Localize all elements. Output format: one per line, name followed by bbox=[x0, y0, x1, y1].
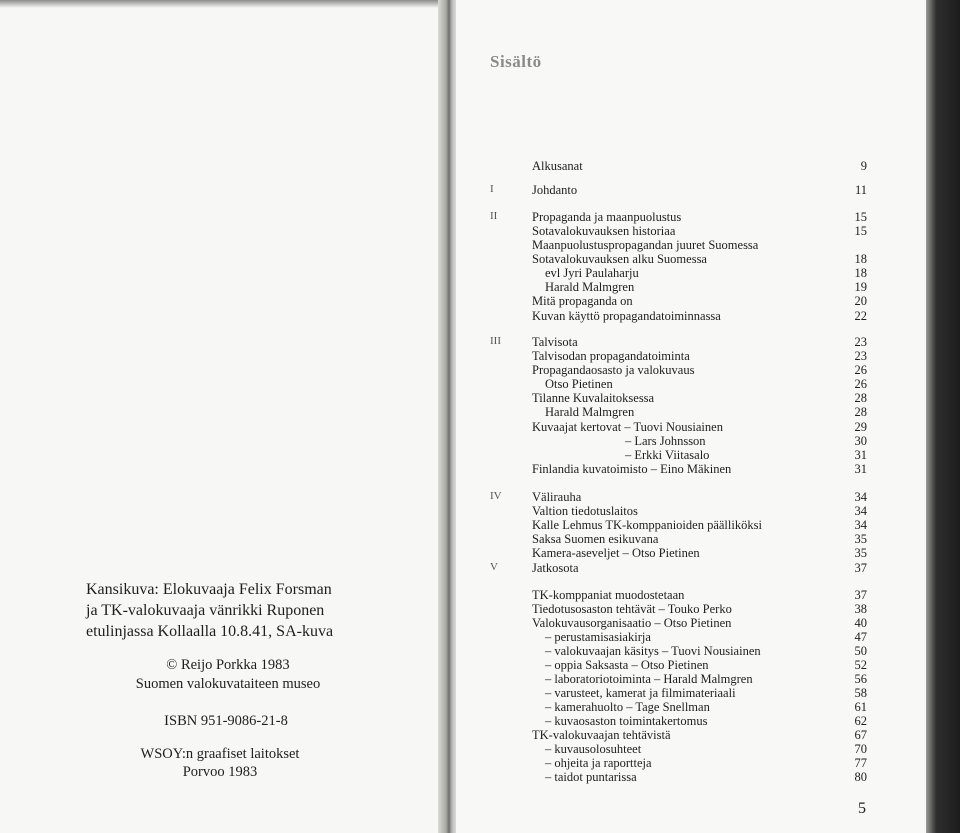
toc-entry-title: Kamera-aseveljet – Otso Pietinen bbox=[532, 546, 700, 560]
toc-entry-page: 35 bbox=[854, 532, 867, 546]
toc-entry-page: 56 bbox=[854, 672, 867, 686]
toc-entry-title: – Lars Johnsson bbox=[625, 434, 706, 448]
toc-entry-page: 67 bbox=[854, 728, 867, 742]
cover-caption-line: etulinjassa Kollaalla 10.8.41, SA-kuva bbox=[86, 623, 334, 640]
toc-entry-page: 37 bbox=[854, 588, 867, 602]
toc-entry-page: 23 bbox=[854, 335, 867, 349]
toc-entry-title: – laboratoriotoiminta – Harald Malmgren bbox=[545, 672, 753, 686]
toc-entry-title: Tiedotusosaston tehtävät – Touko Perko bbox=[532, 602, 732, 616]
toc-entry-title: TK-komppaniat muodostetaan bbox=[532, 588, 685, 602]
toc-entry-title: Harald Malmgren bbox=[545, 280, 635, 294]
toc-entry-title: – kuvausolosuhteet bbox=[545, 742, 642, 756]
copyright-publisher: Suomen valokuvataiteen museo bbox=[135, 676, 321, 692]
toc-heading: Sisältö bbox=[490, 52, 542, 71]
toc-entry-page: 35 bbox=[854, 546, 867, 560]
toc-entry-title: Sotavalokuvauksen historiaa bbox=[532, 224, 676, 238]
toc-entry-page: 18 bbox=[854, 252, 867, 266]
printer-place-year: Porvoo 1983 bbox=[182, 764, 258, 780]
toc-entry-title: Talvisodan propagandatoiminta bbox=[532, 349, 690, 363]
toc-entry-page: 80 bbox=[854, 770, 867, 784]
toc-entry-page: 34 bbox=[854, 504, 867, 518]
toc-entry-title: Alkusanat bbox=[532, 159, 583, 173]
isbn: ISBN 951-9086-21-8 bbox=[164, 713, 288, 729]
toc-entry-title: – valokuvaajan käsitys – Tuovi Nousiainen bbox=[545, 644, 761, 658]
toc-entry-title: Sotavalokuvauksen alku Suomessa bbox=[532, 252, 707, 266]
toc-entry-title: – ohjeita ja raportteja bbox=[545, 756, 652, 770]
toc-entry-page: 70 bbox=[854, 742, 867, 756]
toc-entry-page: 37 bbox=[854, 561, 867, 575]
book-spine bbox=[438, 0, 458, 833]
toc-entry-title: Propagandaosasto ja valokuvaus bbox=[532, 363, 695, 377]
toc-entry-title: Kuvan käyttö propagandatoiminnassa bbox=[532, 309, 721, 323]
part-numeral: V bbox=[490, 561, 498, 573]
toc-entry-page: 30 bbox=[854, 434, 867, 448]
toc-entry-title: Talvisota bbox=[532, 335, 578, 349]
toc-entry-title: Maanpuolustuspropagandan juuret Suomessa bbox=[532, 238, 759, 252]
toc-entry-page: 61 bbox=[854, 700, 867, 714]
toc-entry-page: 18 bbox=[854, 266, 867, 280]
toc-entry-title: evl Jyri Paulaharju bbox=[545, 266, 639, 280]
toc-entry-title: Mitä propaganda on bbox=[532, 294, 633, 308]
toc-entry-page: 38 bbox=[854, 602, 867, 616]
right-edge-shadow bbox=[926, 0, 960, 833]
toc-entry-page: 31 bbox=[854, 462, 867, 476]
toc-entry-page: 62 bbox=[854, 714, 867, 728]
copyright-notice bbox=[8, 656, 448, 694]
toc-entry-page: 15 bbox=[854, 224, 867, 238]
toc-entry-title: Propaganda ja maanpuolustus bbox=[532, 210, 682, 224]
toc-entry-page: 28 bbox=[854, 405, 867, 419]
toc-entry-page: 29 bbox=[854, 420, 867, 434]
toc-entry-title: Kalle Lehmus TK-komppanioiden päälliköksi bbox=[532, 518, 762, 532]
toc-entry-title: – oppia Saksasta – Otso Pietinen bbox=[545, 658, 709, 672]
part-numeral: II bbox=[490, 210, 498, 222]
toc-entry-page: 31 bbox=[854, 448, 867, 462]
toc-entry-title: Tilanne Kuvalaitoksessa bbox=[532, 391, 655, 405]
cover-caption bbox=[86, 579, 386, 642]
cover-caption-line: ja TK-valokuvaaja vänrikki Ruponen bbox=[86, 602, 325, 619]
toc-entry-page: 58 bbox=[854, 686, 867, 700]
cover-caption-line: Kansikuva: Elokuvaaja Felix Forsman bbox=[86, 581, 332, 598]
left-page bbox=[0, 6, 440, 833]
toc-entry-title: – taidot puntarissa bbox=[545, 770, 637, 784]
toc-entry-page: 26 bbox=[854, 377, 867, 391]
toc-entry-page: 26 bbox=[854, 363, 867, 377]
toc-entry-title: Jatkosota bbox=[532, 561, 579, 575]
toc-entry-page: 9 bbox=[860, 159, 867, 173]
toc-entry-page: 28 bbox=[854, 391, 867, 405]
toc-entry-title: Saksa Suomen esikuvana bbox=[532, 532, 659, 546]
toc-entry-title: Johdanto bbox=[532, 183, 578, 197]
toc-entry-title: Harald Malmgren bbox=[545, 405, 635, 419]
toc-entry-page: 77 bbox=[854, 756, 867, 770]
printer-name: WSOY:n graafiset laitokset bbox=[140, 746, 300, 762]
toc-entry-title: Valokuvausorganisaatio – Otso Pietinen bbox=[532, 616, 732, 630]
toc-entry-page: 11 bbox=[854, 183, 867, 197]
toc-entry-page: 34 bbox=[854, 490, 867, 504]
toc-entry-title: Kuvaajat kertovat – Tuovi Nousiainen bbox=[532, 420, 723, 434]
toc-entry-title: Otso Pietinen bbox=[545, 377, 613, 391]
toc-entry-title: – varusteet, kamerat ja filmimateriaali bbox=[545, 686, 736, 700]
printer-info bbox=[0, 745, 440, 781]
toc-entry-page: 52 bbox=[854, 658, 867, 672]
toc-entry-page: 23 bbox=[854, 349, 867, 363]
part-numeral: III bbox=[490, 335, 501, 347]
part-numeral: IV bbox=[490, 490, 502, 502]
part-numeral: I bbox=[490, 183, 494, 195]
toc-entry-page: 20 bbox=[854, 294, 867, 308]
toc-entry-title: Valtion tiedotuslaitos bbox=[532, 504, 638, 518]
toc-entry-page: 19 bbox=[854, 280, 867, 294]
toc-entry-title: – perustamisasiakirja bbox=[545, 630, 651, 644]
toc-entry-title: Finlandia kuvatoimisto – Eino Mäkinen bbox=[532, 462, 732, 476]
toc-entry-page: 40 bbox=[854, 616, 867, 630]
toc-entry-title: – kuvaosaston toimintakertomus bbox=[545, 714, 708, 728]
toc-entry-page: 50 bbox=[854, 644, 867, 658]
top-edge-shadow bbox=[0, 0, 440, 8]
page-number: 5 bbox=[858, 800, 866, 817]
toc-entry-title: Välirauha bbox=[532, 490, 582, 504]
toc-entry-title: – Erkki Viitasalo bbox=[625, 448, 710, 462]
toc-entry-page: 47 bbox=[854, 630, 867, 644]
copyright-holder: © Reijo Porkka 1983 bbox=[166, 657, 290, 673]
toc-entry-title: – kamerahuolto – Tage Snellman bbox=[545, 700, 710, 714]
toc-entry-page: 15 bbox=[854, 210, 867, 224]
toc-entry-title: TK-valokuvaajan tehtävistä bbox=[532, 728, 671, 742]
toc-entry-page: 22 bbox=[854, 309, 867, 323]
toc-entry-page: 34 bbox=[854, 518, 867, 532]
